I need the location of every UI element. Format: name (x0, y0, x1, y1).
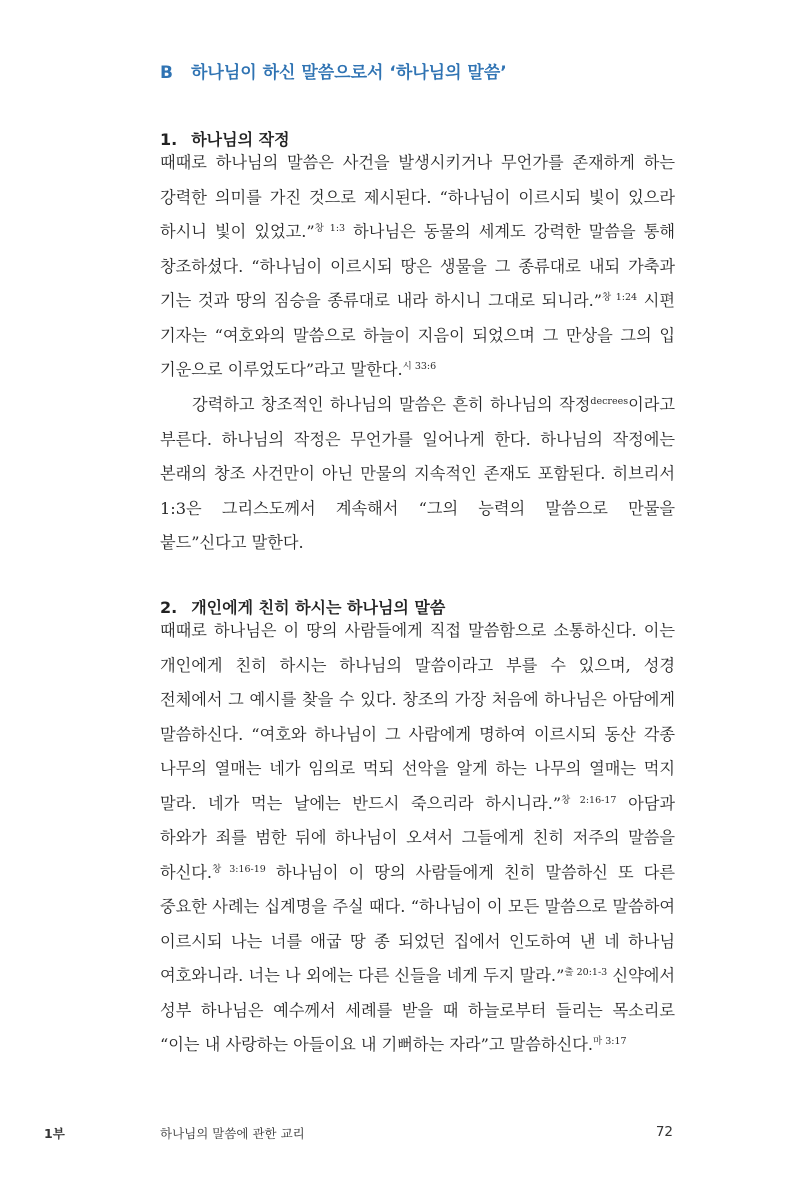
scripture-reference: 창 1:3 (314, 223, 346, 234)
subsection-number: 2. (160, 598, 178, 617)
section-title: 하나님이 하신 말씀으로서 ‘하나님의 말씀’ (190, 63, 507, 83)
footer-chapter: 하나님의 말씀에 관한 교리 (160, 1126, 305, 1141)
paragraph (160, 614, 675, 1063)
scripture-reference: decrees (590, 396, 629, 407)
scripture-reference: 창 2:16-17 (561, 794, 617, 806)
text-run: 시편 기자는 “여호와의 말씀으로 하늘이 지음이 되었으며 그 만상을 그의 입 기운으로 이루었도다”라고 말한다. (160, 291, 676, 379)
scripture-reference: 시 33:6 (402, 361, 437, 372)
text-run: 때때로 하나님의 말씀은 사건을 발생시키거나 무언가를 존재하게 하는 강력한 의미를 가진 것으로 제시된다. “하나님이 이르시되 빛이 있으라 하시니 빛이 있었고.” (160, 153, 675, 241)
section-heading (160, 58, 507, 83)
scripture-reference: 출 20:1-3 (564, 967, 608, 978)
section-letter: B (160, 63, 173, 83)
footer-part: 1부 (44, 1126, 65, 1141)
text-run: 신약에서 성부 하나님은 예수께서 세례를 받을 때 하늘로부터 들리는 목소리로 “이는 내 사랑하는 아들이요 내 기뻐하는 자라”고 말씀하신다. (160, 966, 675, 1054)
subsection-title: 하나님의 작정 (191, 130, 290, 149)
text-run: 이라고 부른다. 하나님의 작정은 무언가를 일어나게 한다. 하나님의 작정에는 본래의 창조 사건만이 아닌 만물의 지속적인 존재도 포함된다. 히브리서 1:3은 그리스도께서 계속해서 “그의 능력의 말씀으로 만물을 붙드”신다고 말한다. (160, 395, 675, 552)
subsection-number: 1. (160, 130, 178, 149)
subsection-title: 개인에게 친히 하시는 하나님의 말씀 (191, 598, 446, 617)
text-run: 하나님이 이 땅의 사람들에게 친히 말씀하신 또 다른 중요한 사례는 십계명을 주실 때다. “하나님이 이 모든 말씀으로 말씀하여 이르시되 나는 너를 애굽 땅 종 되었던 집에서 인도하여 낸 네 하나님 여호와니라. 너는 나 외에는 다른 신들을 네게 두지 말라.” (160, 862, 675, 985)
text-run: 하나님은 동물의 세계도 강력한 말씀을 통해 창조하셨다. “하나님이 이르시되 땅은 생물을 그 종류대로 내되 가축과 기는 것과 땅의 짐승을 종류대로 내라 하시니 그대로 되니라.” (160, 222, 675, 310)
paragraph (160, 388, 675, 561)
text-run: 때때로 하나님은 이 땅의 사람들에게 직접 말씀함으로 소통하신다. 이는 개인에게 친히 하시는 하나님의 말씀이라고 부를 수 있으며, 성경 전체에서 그 예시를 찾을 수 있다. 창조의 가장 처음에 하나님은 아담에게 말씀하신다. “여호와 하나님이 그 사람에게 명하여 이르시되 동산 각종 나무의 열매는 네가 임의로 먹되 선악을 알게 하는 나무의 열매는 먹지 말라. 네가 먹는 날에는 반드시 죽으리라 하시니라.” (160, 621, 675, 813)
text-run: 강력하고 창조적인 하나님의 말씀은 흔히 하나님의 작정 (192, 395, 591, 414)
scripture-reference: 창 1:24 (602, 292, 638, 303)
scripture-reference: 창 3:16-19 (212, 863, 266, 875)
text-run: 아담과 하와가 죄를 범한 뒤에 하나님이 오셔서 그들에게 친히 저주의 말씀을 하신다. (160, 793, 675, 882)
page-number: 72 (655, 1124, 673, 1140)
paragraph (160, 146, 675, 388)
scripture-reference: 마 3:17 (593, 1036, 627, 1047)
